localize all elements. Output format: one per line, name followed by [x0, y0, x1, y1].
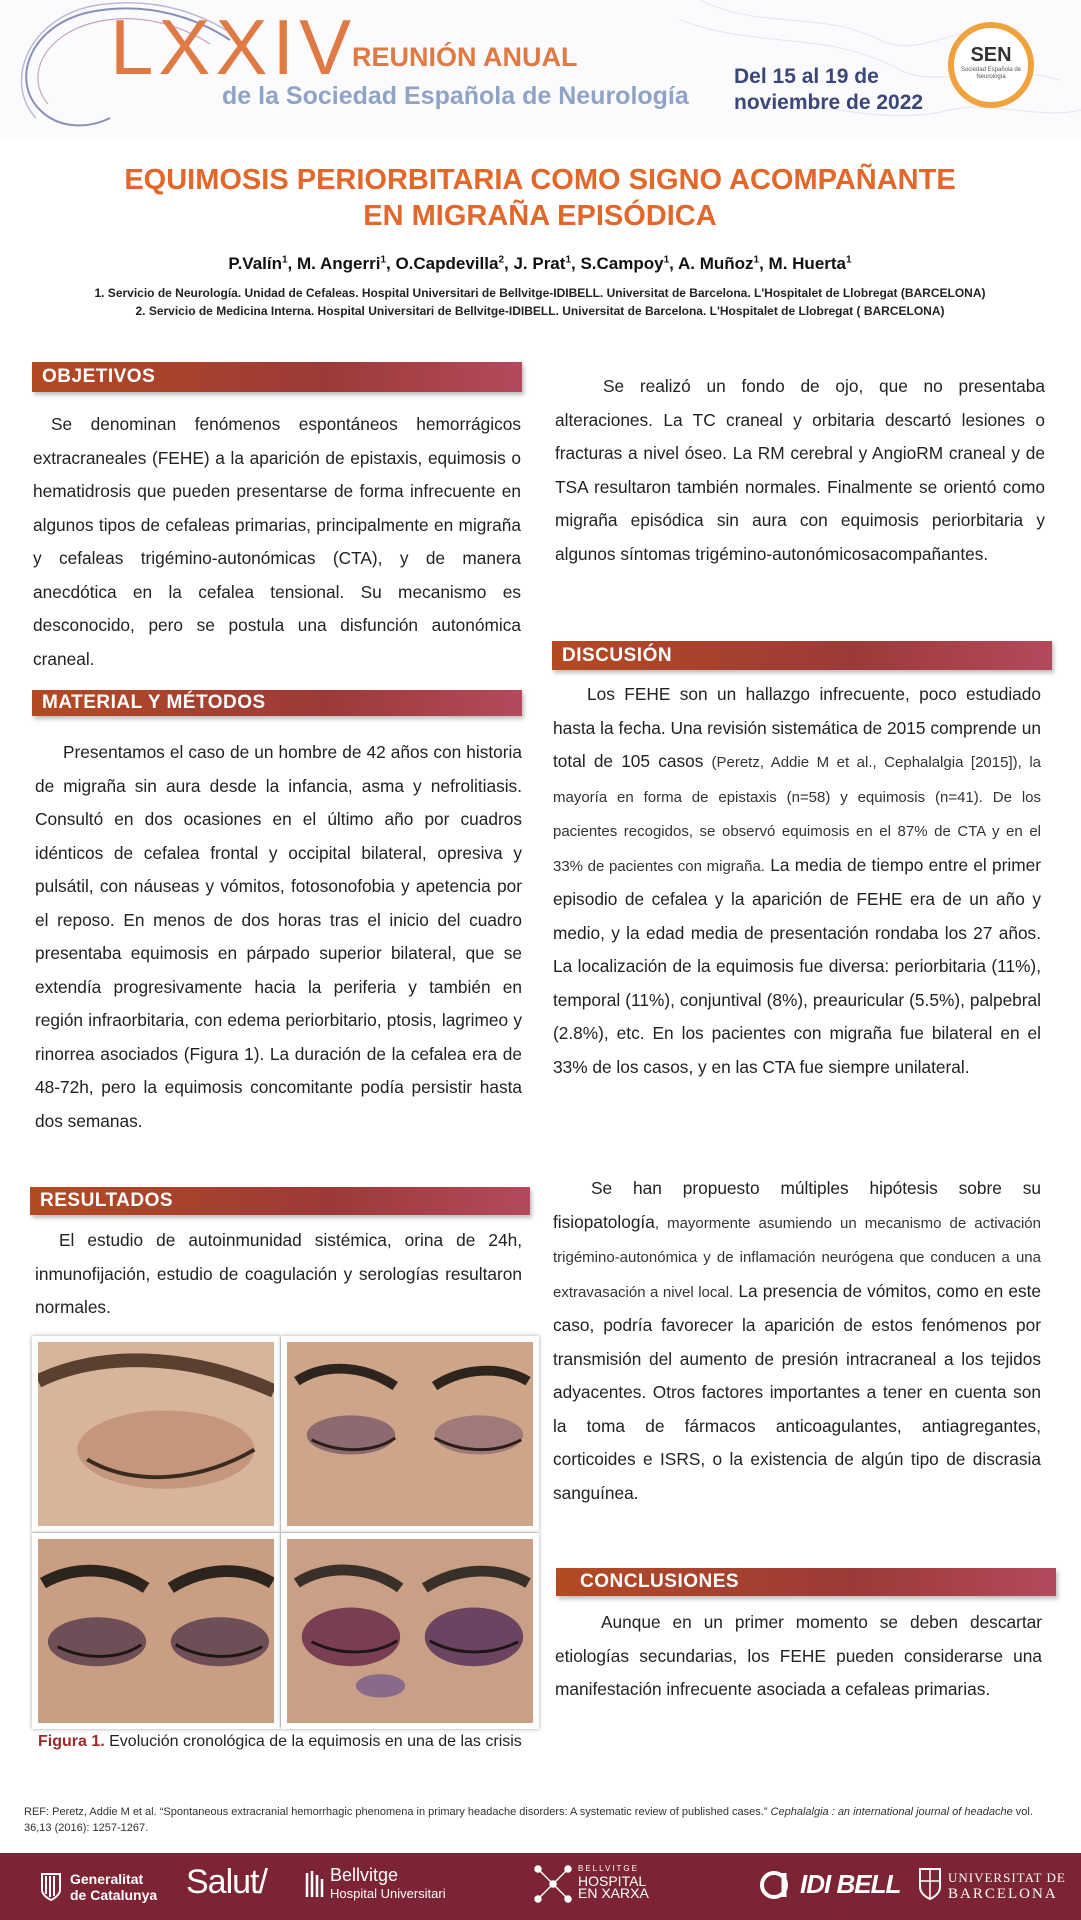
author-affiliation-mark: 1 [281, 254, 288, 266]
author-affiliation-mark: 1 [380, 254, 386, 266]
idibell-text: IDI BELL [800, 1869, 901, 1899]
poster-title [40, 162, 1040, 234]
figure-photo-4 [281, 1533, 539, 1729]
figure-photo-2 [281, 1336, 539, 1532]
discusion-paragraph-2 [553, 1172, 1041, 1510]
title-line-1: EQUIMOSIS PERIORBITARIA COMO SIGNO ACOMPAÑANTE [124, 164, 956, 196]
objetivos-text: Se denominan fenómenos espontáneos hemorrágicos extracraneales (FEHE) a la aparición de epistaxis, equimosis o hematidrosis que pueden presentarse de forma infrecuente en algunos tipos de cefaleas primarias, principalmente en migraña y cefaleas trigémino-autonómicas (CTA), y de manera anecdótica en la cefalea tensional. Su mecanismo es desconocido, pero se postula una disfunción autonómica craneal. [33, 414, 521, 669]
figure-label: Figura 1. [38, 1733, 105, 1750]
author-name: M. Angerri [297, 254, 381, 273]
ub-line-1: UNIVERSITAT DE [948, 1870, 1066, 1885]
section-heading-objetivos: OBJETIVOS [32, 362, 522, 392]
affiliation-1: 1. Servicio de Neurología. Unidad de Cefaleas. Hospital Universitari de Bellvitge-IDIBELL. Universitat de Barcelona. L'Hospitalet de Llobregat (BARCELONA) [94, 286, 986, 300]
discusion-p1-a: Los FEHE son un hallazgo infrecuente, poco estudiado hasta la fecha. Una revisión sistemática de 2015 comprende un total de 105 casos [553, 684, 1041, 771]
author-affiliation-mark: 1 [846, 254, 852, 266]
figure-caption-text: Evolución cronológica de la equimosis en una de las crisis [104, 1733, 522, 1750]
dates-line-1: Del 15 al 19 de [734, 65, 879, 88]
reference-journal: Cephalalgia : an international journal of headache [770, 1806, 1013, 1818]
bellvitge-line-2: Hospital Universitari [330, 1886, 446, 1901]
author-affiliation-mark: 1 [753, 254, 760, 266]
ub-line-2: BARCELONA [948, 1886, 1058, 1902]
generalitat-line-1: Generalitat [70, 1871, 144, 1887]
figure-caption [38, 1733, 538, 1751]
institution-footer [0, 1853, 1081, 1920]
material-text: Presentamos el caso de un hombre de 42 años con historia de migraña sin aura desde la infancia, asma y nefrolitiasis. Consultó en dos ocasiones en el último año por cuadros idénticos de cefalea frontal y occipital bilateral, opresiva y pulsátil, con náuseas y vómitos, fotosonofobia y apetencia por el reposo. En menos de dos horas tras el inicio del cuadro presentaba equimosis en párpado superior bilateral, que se extendía progresivamente hacia la periferia y también en región infraorbitaria, con edema periorbitario, ptosis, lagrimeo y rinorrea asociados (Figura 1). La duración de la cefalea era de 48-72h, pero la equimosis concomitante podía persistir hasta dos semanas. [35, 742, 522, 1131]
meeting-dates [734, 64, 944, 116]
discusion-p2-c: La presencia de vómitos, como en este caso, podría favorecer la aparición de estos fenómenos por transmisión del aumento de presión intracraneal a los tejidos adyacentes. Otros factores importantes a tener en cuenta son la toma de fármacos anticoagulantes, antiagregantes, corticoides e ISRS, o la existencia de algún tipo de discrasia sanguínea. [553, 1280, 1042, 1503]
author-name: M. Huerta [768, 254, 847, 273]
discusion-paragraph-1 [553, 678, 1041, 1084]
resultados-text: El estudio de autoinmunidad sistémica, orina de 24h, inmunofijación, estudio de coagulación y serologías resultaron normales. [35, 1230, 522, 1317]
discusion-p2-a: Se han propuesto múltiples hipótesis sobre su fisiopatología [553, 1178, 1041, 1232]
resultados-continued-text: Se realizó un fondo de ojo, que no presentaba alteraciones. La TC craneal y orbitaria descartó lesiones o fracturas a nivel óseo. La RM cerebral y AngioRM craneal y de TSA resultaron también normales. Finalmente se orientó como migraña episódica sin aura con equimosis periorbitaria y algunos síntomas trigémino-autonómicosacompañantes. [555, 376, 1045, 564]
idibell-symbol-icon [760, 1865, 800, 1905]
section-heading-discusion: DISCUSIÓN [552, 641, 1052, 670]
author-name: A. Muñoz [677, 254, 754, 273]
ub-shield-icon [918, 1867, 942, 1901]
discusion-p2-b: , mayormente asumiendo un mecanismo de activación trigémino-autonómica y de inflamación neurógena que conducen a una extravasación a nivel local. [553, 1214, 1041, 1301]
congress-header [0, 0, 1081, 140]
reference-suffix: vol. 36,13 (2016): 1257-1267. [24, 1806, 1033, 1834]
society-name: de la Sociedad Española de Neurología [222, 82, 689, 110]
author-affiliation-mark: 1 [565, 254, 571, 266]
author-name: P.Valín [228, 254, 282, 273]
figure-photo-3 [32, 1533, 280, 1729]
hospital-xarxa-line-2: HOSPITAL [578, 1873, 647, 1889]
hospital-xarxa-line-3: EN XARXA [578, 1885, 649, 1901]
sen-logo-sub: Sociedad Española de Neurología [960, 67, 1022, 80]
reference-prefix: REF: Peretz, Addie M et al. “Spontaneous extracranial hemorrhagic phenomena in primary headache disorders: A systematic review of published cases.” [24, 1806, 771, 1818]
author-affiliation-mark: 1 [663, 254, 670, 266]
title-line-2: EN MIGRAÑA EPISÓDICA [363, 200, 717, 232]
dates-line-2: noviembre de 2022 [734, 91, 924, 114]
figure-photo-1 [32, 1336, 280, 1532]
author-affiliation-mark: 2 [498, 254, 504, 266]
salut-logo: Salut/ [186, 1863, 267, 1901]
discusion-p1-b: (Peretz, Addie M et al., Cephalalgia [2015]), la mayoría en forma de epistaxis (n=58) y equimosis (n=41). De los pacientes recogidos, se observó equimosis en el 87% de CTA y en el 33% de pacientes con migraña. [553, 754, 1041, 875]
bellvitge-bars-icon [304, 1869, 326, 1899]
author-name: J. Prat [513, 254, 566, 273]
discusion-p1-c: La media de tiempo entre el primer episodio de cefalea y la aparición de FEHE era de un año y medio, y la edad media de presentación rondaba los 27 años. La localización de la equimosis fue diversa: periorbitaria (11%), temporal (11%), conjuntival (8%), preauricular (5.5%), palpebral (2.8%), etc. En los pacientes con migraña fue bilateral en el 33% de los casos, y en las CTA fue siempre unilateral. [553, 854, 1042, 1077]
section-heading-resultados: RESULTADOS [30, 1187, 530, 1215]
author-list: P.Valín$^1$, M. Angerri$^1$, O.Capdevilla$^2$, J. Prat$^1$, S.Campoy$^1$, A. Muñoz$^1$, M. Huerta$^1$ [228, 254, 852, 273]
network-stars-icon [530, 1861, 576, 1907]
generalitat-line-2: de Catalunya [70, 1887, 158, 1903]
sen-logo [948, 22, 1034, 108]
congress-number: LXXIV [110, 3, 357, 91]
conclusiones-text: Aunque en un primer momento se deben descartar etiologías secundarias, los FEHE pueden considerarse una manifestación infrecuente asociada a cefaleas primarias. [555, 1612, 1042, 1699]
reference [24, 1804, 1054, 1836]
meeting-name: REUNIÓN ANUAL [352, 42, 578, 72]
sen-logo-abbr: SEN [970, 44, 1012, 66]
hospital-xarxa-line-1: BELLVITGE [578, 1864, 639, 1873]
affiliation-2: 2. Servicio de Medicina Interna. Hospital Universitari de Bellvitge-IDIBELL. Universitat de Barcelona. L'Hospitalet de Llobregat ( BARCELONA) [135, 304, 945, 318]
bellvitge-line-1: Bellvitge [330, 1865, 399, 1885]
section-heading-material: MATERIAL Y MÉTODOS [32, 690, 522, 716]
author-name: S.Campoy [580, 254, 664, 273]
section-heading-conclusiones: CONCLUSIONES [556, 1568, 1056, 1596]
generalitat-shield-icon [40, 1872, 62, 1902]
author-name: O.Capdevilla [395, 254, 499, 273]
